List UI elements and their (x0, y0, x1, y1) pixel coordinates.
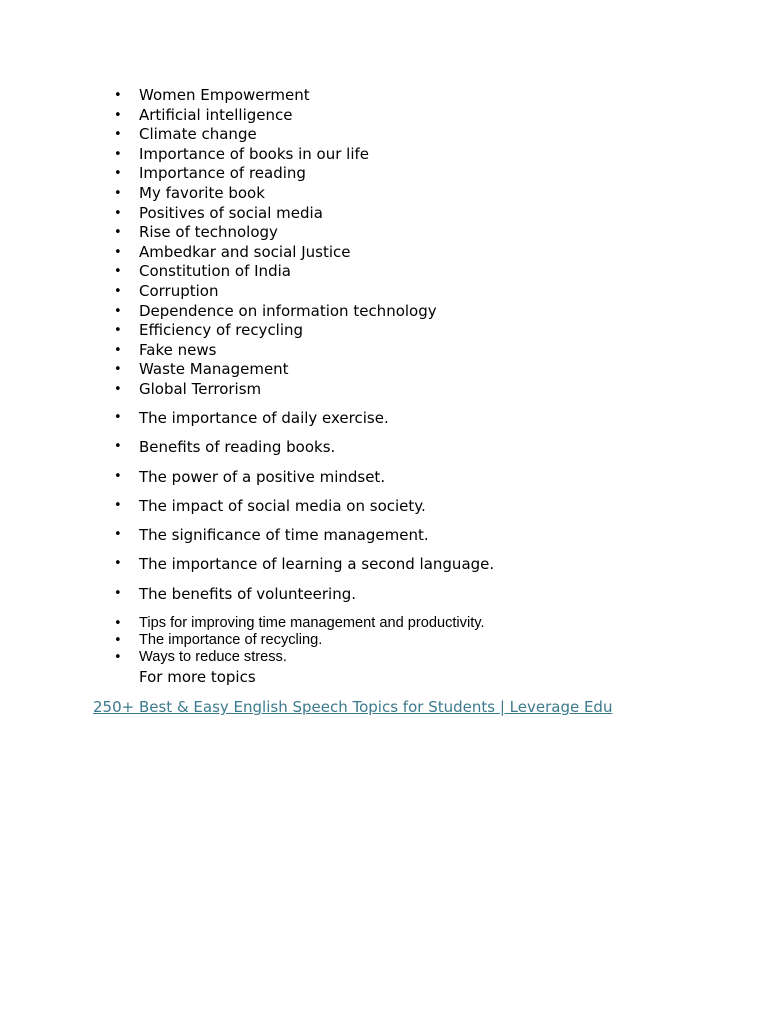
topics-list-2 (0, 408, 768, 613)
list-item: • Corruption (0, 282, 768, 302)
list-item: • The power of a positive mindset. (0, 467, 768, 487)
list-item: • Efficiency of recycling (0, 321, 768, 341)
list-item: • Fake news (0, 341, 768, 361)
list-item: • Constitution of India (0, 262, 768, 282)
more-topics-label: For more topics (139, 668, 256, 686)
list-item: • The significance of time management. (0, 525, 768, 545)
list-item: • Tips for improving time management and productivity. (0, 615, 768, 632)
list-item: • Global Terrorism (0, 380, 768, 400)
list-item: • Ways to reduce stress. (0, 649, 768, 666)
topics-list-3 (0, 615, 768, 666)
leverage-edu-link[interactable]: 250+ Best & Easy English Speech Topics for Students | Leverage Edu (93, 698, 613, 716)
list-item: • The importance of learning a second language. (0, 554, 768, 574)
list-item: • My favorite book (0, 184, 768, 204)
topics-list-1 (0, 86, 768, 400)
list-item: • Ambedkar and social Justice (0, 243, 768, 263)
list-item: • Positives of social media (0, 204, 768, 224)
list-item: • Benefits of reading books. (0, 437, 768, 457)
list-item: • Artificial intelligence (0, 106, 768, 126)
list-item: • Rise of technology (0, 223, 768, 243)
list-item: • Importance of books in our life (0, 145, 768, 165)
list-item: • The impact of social media on society. (0, 496, 768, 516)
list-item: • Women Empowerment (0, 86, 768, 106)
list-item: • Waste Management (0, 360, 768, 380)
list-item: • Importance of reading (0, 164, 768, 184)
list-item: • Dependence on information technology (0, 302, 768, 322)
list-item: • The importance of recycling. (0, 632, 768, 649)
list-item: • Climate change (0, 125, 768, 145)
list-item: • The benefits of volunteering. (0, 584, 768, 604)
list-item: • The importance of daily exercise. (0, 408, 768, 428)
